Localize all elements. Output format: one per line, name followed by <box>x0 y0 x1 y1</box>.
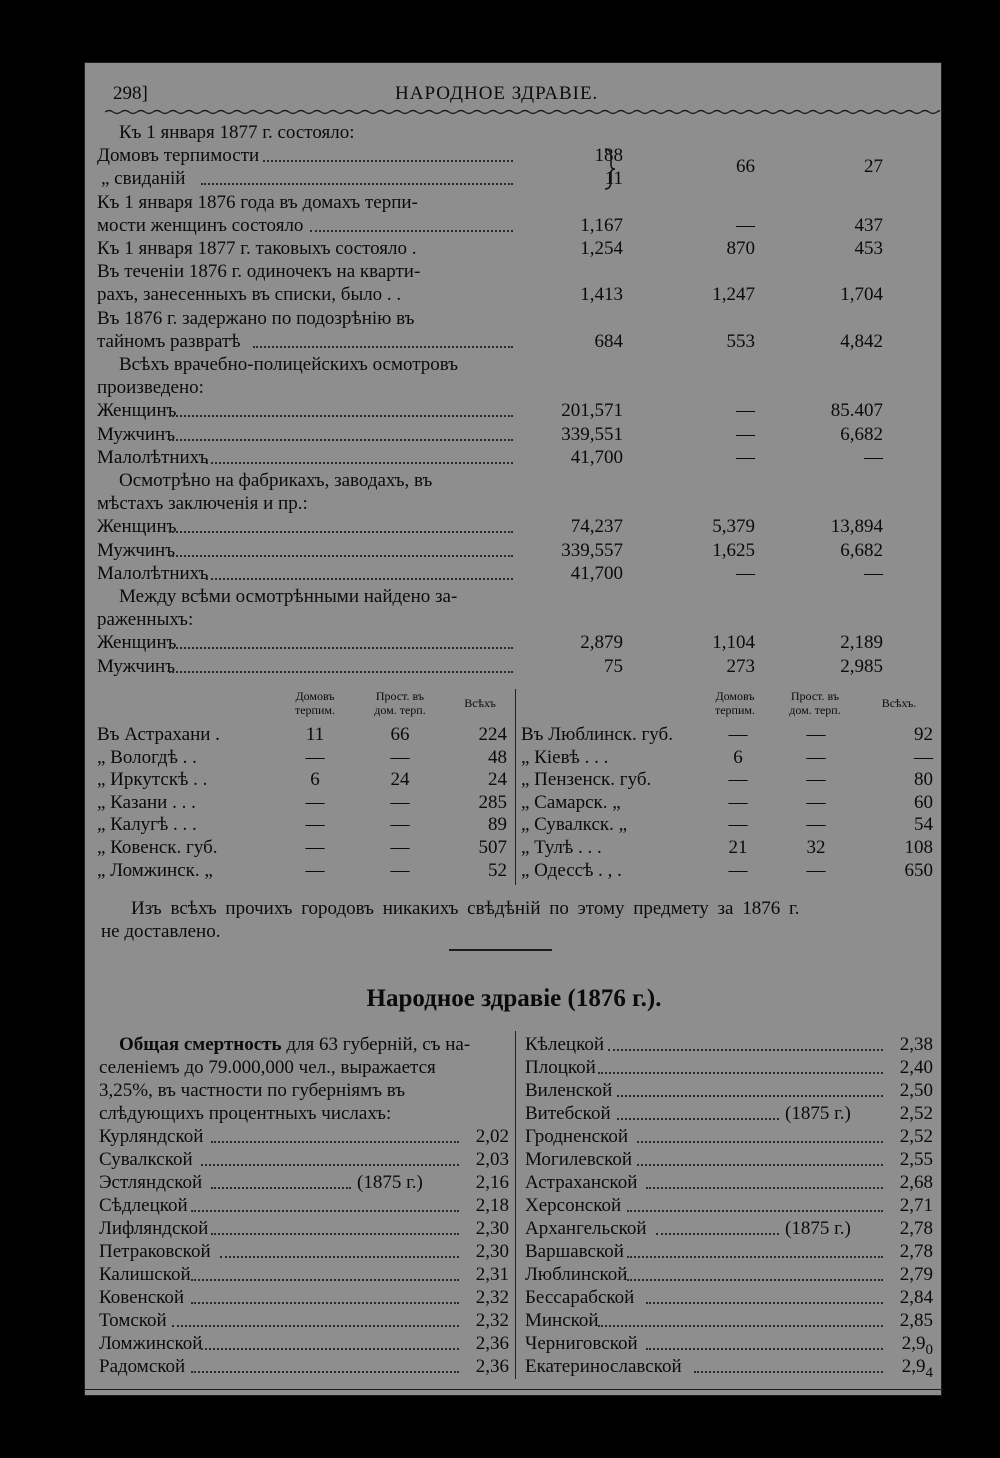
intro-line: слѣдующихъ процентныхъ числахъ: <box>99 1103 392 1124</box>
col-header: Прост. въ <box>375 689 425 703</box>
value-text: 2,78 <box>899 1218 933 1239</box>
city-name: „ Ломжинск. „ <box>97 859 213 881</box>
province-name: Варшавской <box>525 1241 624 1262</box>
intro-line <box>119 1033 470 1056</box>
province-name: Бессарабской <box>525 1287 635 1308</box>
col-value: 453 <box>854 238 883 259</box>
dot-leader <box>637 1141 883 1143</box>
city-name: „ Калугѣ . . . <box>97 814 197 836</box>
value-text: 2,79 <box>899 1264 933 1285</box>
year-note: (1875 г.) <box>785 1103 851 1124</box>
city-value: 24 <box>390 769 410 791</box>
value-text: 2,52 <box>899 1126 933 1147</box>
province-name: Витебской <box>525 1103 611 1124</box>
col-value: 6,682 <box>840 423 883 445</box>
city-value: 60 <box>914 791 933 813</box>
col-header: дом. терп. <box>374 703 426 717</box>
col-value: 6,682 <box>840 539 883 561</box>
mortality-value <box>449 1240 509 1263</box>
col-value: 5,379 <box>712 516 755 538</box>
dot-leader <box>191 1279 459 1281</box>
row-label: Малолѣтнихъ <box>97 562 209 584</box>
dot-leader <box>169 671 513 673</box>
value-text: 2,32 <box>475 1287 509 1308</box>
dot-leader <box>656 1233 779 1235</box>
col-value: 1,625 <box>712 539 755 561</box>
city-value: — <box>806 791 826 813</box>
col-value: 684 <box>594 330 623 352</box>
col-value: 2,985 <box>840 655 883 677</box>
dot-leader <box>608 1049 883 1051</box>
value-text: 2,30 <box>475 1218 509 1239</box>
col-value: 1,254 <box>580 238 623 259</box>
col-value: 437 <box>854 214 883 236</box>
row-label: Въ теченіи 1876 г. одиночекъ на кварти- <box>97 261 421 283</box>
city-value: 650 <box>904 859 933 881</box>
value-subscript: 4 <box>925 1364 933 1381</box>
section-rule <box>449 949 552 951</box>
city-value: 66 <box>390 724 410 745</box>
row-label: Малолѣтнихъ <box>97 446 209 468</box>
mortality-value <box>449 1217 509 1240</box>
col-header: Всѣхъ <box>464 696 496 710</box>
value-text: 2,40 <box>899 1057 933 1078</box>
city-name: „ Ковенск. губ. <box>97 837 218 858</box>
row-label: Женщинъ <box>97 400 177 422</box>
city-name: „ Сувалкск. „ <box>521 814 628 836</box>
province-name: Виленской <box>525 1080 613 1101</box>
dot-leader <box>191 1302 459 1304</box>
dot-leader <box>253 346 513 348</box>
col-header: Домовъ <box>295 689 335 703</box>
mortality-value <box>449 1125 509 1148</box>
value-text: 2,50 <box>899 1080 933 1101</box>
mortality-value <box>873 1033 933 1056</box>
row-label: Осмотрѣно на фабрикахъ, заводахъ, въ <box>119 470 433 491</box>
province-name: Калишской <box>99 1264 191 1285</box>
col-value: 66 <box>736 156 755 178</box>
row-label: Женщинъ <box>97 632 177 654</box>
column-divider <box>515 689 516 885</box>
column-divider <box>515 1031 516 1379</box>
col-value: — <box>864 562 883 584</box>
value-text: 2,52 <box>899 1103 933 1124</box>
mortality-value <box>449 1332 509 1355</box>
col-value: 870 <box>726 238 755 259</box>
province-name: Плоцкой <box>525 1057 596 1078</box>
col-header: терпим. <box>714 703 755 717</box>
col-value: 2,189 <box>840 632 883 654</box>
col-value: 27 <box>864 156 883 178</box>
mortality-value <box>449 1171 509 1194</box>
city-value: — <box>305 791 325 813</box>
province-name: Люблинской <box>525 1264 628 1285</box>
mortality-value <box>873 1309 933 1332</box>
value-text: 2,36 <box>475 1333 509 1354</box>
province-name: Сувалкской <box>99 1149 193 1170</box>
city-name: „ Самарск. „ <box>521 791 621 813</box>
row-label: Къ 1 января 1877 г. таковыхъ состояло . <box>97 238 417 259</box>
col-value: — <box>864 446 883 468</box>
mortality-value <box>873 1355 933 1385</box>
dot-leader <box>627 1279 883 1281</box>
col-value: — <box>736 562 755 584</box>
col-header: Домовъ <box>715 689 755 703</box>
city-value: — <box>728 791 748 813</box>
dot-leader <box>646 1187 883 1189</box>
col-value: 1,247 <box>712 284 755 306</box>
dot-leader <box>211 1187 351 1189</box>
page-number: 298] <box>113 83 148 104</box>
intro-rest: для 63 губерній, съ на- <box>281 1034 471 1055</box>
dot-leader <box>598 1072 883 1074</box>
row-label: произведено: <box>97 377 204 399</box>
city-value: 11 <box>305 724 325 745</box>
mortality-value <box>449 1194 509 1217</box>
city-value: 285 <box>478 791 507 813</box>
dot-leader <box>646 1348 883 1350</box>
city-value: — <box>728 814 748 836</box>
col-header: Всѣхъ. <box>881 696 917 710</box>
col-value: 74,237 <box>570 516 623 538</box>
value-text: 2,02 <box>475 1126 509 1147</box>
value-text: 2,32 <box>475 1310 509 1331</box>
row-label: Всѣхъ врачебно-полицейскихъ осмотровъ <box>119 354 459 375</box>
col-value: 1,413 <box>580 284 623 306</box>
col-value: — <box>736 214 755 236</box>
row-label: тайномъ развратѣ <box>97 330 241 352</box>
mortality-value <box>873 1171 933 1194</box>
city-value: 48 <box>488 746 507 768</box>
dot-leader <box>169 415 513 417</box>
city-value: 89 <box>488 814 507 836</box>
col-value: 41,700 <box>570 446 623 468</box>
mortality-value <box>873 1125 933 1148</box>
header-wavy-rule <box>105 107 940 117</box>
city-value: — <box>305 814 325 836</box>
col-value: — <box>736 400 755 422</box>
province-name: Гродненской <box>525 1126 629 1147</box>
city-value: 92 <box>914 724 933 745</box>
dot-leader <box>694 1371 883 1373</box>
city-value: — <box>305 746 325 768</box>
city-value: 507 <box>478 837 507 858</box>
city-value: 6 <box>733 746 743 768</box>
dot-leader <box>220 1256 459 1258</box>
document-page <box>84 62 942 1396</box>
intro-line: 3,25%, въ частности по губерніямъ въ <box>99 1080 406 1101</box>
city-value: — <box>305 859 325 881</box>
value-text: 2,38 <box>899 1034 933 1055</box>
dot-leader <box>169 439 513 441</box>
city-name: „ Иркутскѣ . . <box>97 769 208 791</box>
value-text: 2,9 <box>901 1356 926 1377</box>
value-text: 2,18 <box>475 1195 509 1216</box>
value-text: 2,36 <box>475 1356 509 1377</box>
province-name: Курляндской <box>99 1126 204 1147</box>
col-value: 1,167 <box>580 214 623 236</box>
col-header: терпим. <box>294 703 335 717</box>
dot-leader <box>617 1095 883 1097</box>
row-label: рахъ, занесенныхъ въ списки, было . . <box>97 284 402 306</box>
intro-bold: Общая смертность <box>119 1034 282 1055</box>
col-value: 201,571 <box>561 400 623 422</box>
city-value: — <box>728 724 748 745</box>
city-name: „ Одессѣ . , . <box>521 859 622 881</box>
dot-leader <box>598 1325 883 1327</box>
mortality-value <box>873 1056 933 1079</box>
value-text: 2,9 <box>901 1333 926 1354</box>
dot-leader <box>169 647 513 649</box>
section-title: Народное здравіе (1876 г.). <box>366 985 662 1012</box>
mortality-value <box>449 1148 509 1171</box>
value-text: 2,68 <box>899 1172 933 1193</box>
city-value: 6 <box>310 769 320 791</box>
city-value: 224 <box>478 724 507 745</box>
city-value: 108 <box>904 837 933 858</box>
dot-leader <box>206 462 513 464</box>
dot-leader <box>191 1371 459 1373</box>
province-name: Минской <box>525 1310 599 1331</box>
dot-leader <box>169 531 513 533</box>
value-text: 2,84 <box>899 1287 933 1308</box>
city-value: 24 <box>488 769 507 791</box>
col-header: дом. терп. <box>789 703 841 717</box>
row-label: Женщинъ <box>97 516 177 538</box>
city-value: 52 <box>488 859 507 881</box>
row-label: мѣстахъ заключенія и пр.: <box>97 493 308 515</box>
dot-leader <box>627 1256 883 1258</box>
dot-leader <box>637 1164 883 1166</box>
city-value: — <box>806 814 826 836</box>
city-value: — <box>728 859 748 881</box>
province-name: Черниговской <box>525 1333 638 1354</box>
dot-leader <box>211 1233 459 1235</box>
dot-leader <box>211 1141 459 1143</box>
value-subscript: 0 <box>925 1341 933 1358</box>
value-text: 2,16 <box>475 1172 509 1193</box>
city-value: 80 <box>914 769 933 791</box>
dot-leader <box>263 160 513 162</box>
dot-leader <box>191 1210 459 1212</box>
dot-leader <box>617 1118 779 1120</box>
col-value: 1,104 <box>712 632 755 654</box>
value-text: 2,71 <box>899 1195 933 1216</box>
row-label: Мужчинъ <box>97 655 176 677</box>
row-label: Мужчинъ <box>97 539 176 561</box>
city-value: 32 <box>806 837 826 858</box>
province-name: Кѣлецкой <box>525 1034 605 1055</box>
mortality-value <box>873 1148 933 1171</box>
dot-leader <box>201 183 513 185</box>
col-value: 41,700 <box>570 562 623 584</box>
mortality-value <box>873 1263 933 1286</box>
mortality-value <box>449 1309 509 1332</box>
bottom-rule <box>85 1389 943 1390</box>
year-note: (1875 г.) <box>785 1218 851 1239</box>
col-value: 273 <box>726 655 755 677</box>
value-text: 2,55 <box>899 1149 933 1170</box>
city-value: — <box>914 746 933 768</box>
value-text: 2,03 <box>475 1149 509 1170</box>
province-name: Могилевской <box>525 1149 633 1170</box>
dot-leader <box>201 1164 459 1166</box>
province-name: Екатеринославской <box>525 1356 682 1377</box>
city-value: — <box>390 746 410 768</box>
col-value: 339,557 <box>561 539 623 561</box>
province-name: Лифляндской <box>99 1218 209 1239</box>
province-name: Ковенской <box>99 1287 185 1308</box>
note-line: Изъ всѣхъ прочихъ городовъ никакихъ свѣдѣній по этому предмету за 1876 г. <box>131 898 800 919</box>
province-name: Петраковской <box>99 1241 211 1262</box>
col-value: 1,704 <box>840 284 883 306</box>
city-value: — <box>806 769 826 791</box>
row-label: Мужчинъ <box>97 423 176 445</box>
dot-leader <box>646 1302 883 1304</box>
city-value: — <box>806 859 826 881</box>
dot-leader <box>201 1348 459 1350</box>
city-name: „ Кіевѣ . . . <box>521 746 609 768</box>
value-text: 2,85 <box>899 1310 933 1331</box>
col-value: 13,894 <box>830 516 883 538</box>
province-name: Астраханской <box>525 1172 638 1193</box>
city-name: „ Вологдѣ . . <box>97 746 197 768</box>
col-value: 4,842 <box>840 330 883 352</box>
city-value: — <box>390 791 410 813</box>
year-note: (1875 г.) <box>357 1172 423 1193</box>
row-label: мости женщинъ состояло <box>97 214 304 236</box>
mortality-value <box>873 1217 933 1240</box>
row-label: Домовъ терпимости <box>97 145 260 167</box>
city-name: „ Тулѣ . . . <box>521 837 602 858</box>
dot-leader <box>206 578 513 580</box>
col-value: 85.407 <box>830 400 883 422</box>
city-name: Въ Люблинск. губ. <box>521 724 673 745</box>
mortality-value <box>449 1355 509 1378</box>
col-value: — <box>736 423 755 445</box>
province-name: Радомской <box>99 1356 186 1377</box>
mortality-value <box>873 1079 933 1102</box>
note-line: не доставлено. <box>101 921 221 942</box>
col-value: — <box>736 446 755 468</box>
col-value: 11 <box>604 168 623 190</box>
row-label: Къ 1 января 1877 г. состояло: <box>119 122 355 143</box>
mortality-value <box>873 1194 933 1217</box>
mortality-value <box>873 1102 933 1125</box>
city-value: — <box>390 859 410 881</box>
row-label: раженныхъ: <box>97 609 194 631</box>
mortality-value <box>873 1240 933 1263</box>
province-name: Сѣдлецкой <box>99 1195 188 1216</box>
col-value: 553 <box>726 330 755 352</box>
mortality-value <box>449 1286 509 1309</box>
province-name: Ломжинской <box>99 1333 203 1354</box>
dot-leader <box>172 1325 459 1327</box>
col-value: 2,879 <box>580 632 623 654</box>
city-value: — <box>806 724 826 745</box>
col-value: 188 <box>594 145 623 167</box>
province-name: Архангельской <box>525 1218 647 1239</box>
value-text: 2,30 <box>475 1241 509 1262</box>
province-name: Херсонской <box>525 1195 622 1216</box>
city-value: — <box>390 814 410 836</box>
city-value: 54 <box>914 814 933 836</box>
row-label: „ свиданій <box>101 168 186 190</box>
city-name: Въ Астрахани . <box>97 724 220 745</box>
city-name: „ Казани . . . <box>97 791 196 813</box>
intro-line: селеніемъ до 79.000,000 чел., выражается <box>99 1057 436 1078</box>
city-value: 21 <box>728 837 748 858</box>
province-name: Эстляндской <box>99 1172 203 1193</box>
dot-leader <box>627 1210 883 1212</box>
dot-leader <box>310 230 513 232</box>
col-value: 339,551 <box>561 423 623 445</box>
city-value: — <box>806 746 826 768</box>
province-name: Томской <box>99 1310 167 1331</box>
value-text: 2,78 <box>899 1241 933 1262</box>
col-header: Прост. въ <box>790 689 840 703</box>
dot-leader <box>169 555 513 557</box>
city-value: — <box>728 769 748 791</box>
city-value: — <box>390 837 410 858</box>
mortality-value <box>449 1263 509 1286</box>
city-value: — <box>305 837 325 858</box>
running-title: НАРОДНОЕ ЗДРАВІЕ. <box>395 83 599 104</box>
mortality-value <box>873 1286 933 1309</box>
brace-icon <box>603 147 617 191</box>
row-label: Къ 1 января 1876 года въ домахъ терпи- <box>97 191 418 213</box>
row-label: Между всѣми осмотрѣнными найдено за- <box>119 586 458 607</box>
col-value: 75 <box>604 655 623 677</box>
value-text: 2,31 <box>475 1264 509 1285</box>
row-label: Въ 1876 г. задержано по подозрѣнію въ <box>97 307 415 329</box>
city-name: „ Пензенск. губ. <box>521 769 652 791</box>
